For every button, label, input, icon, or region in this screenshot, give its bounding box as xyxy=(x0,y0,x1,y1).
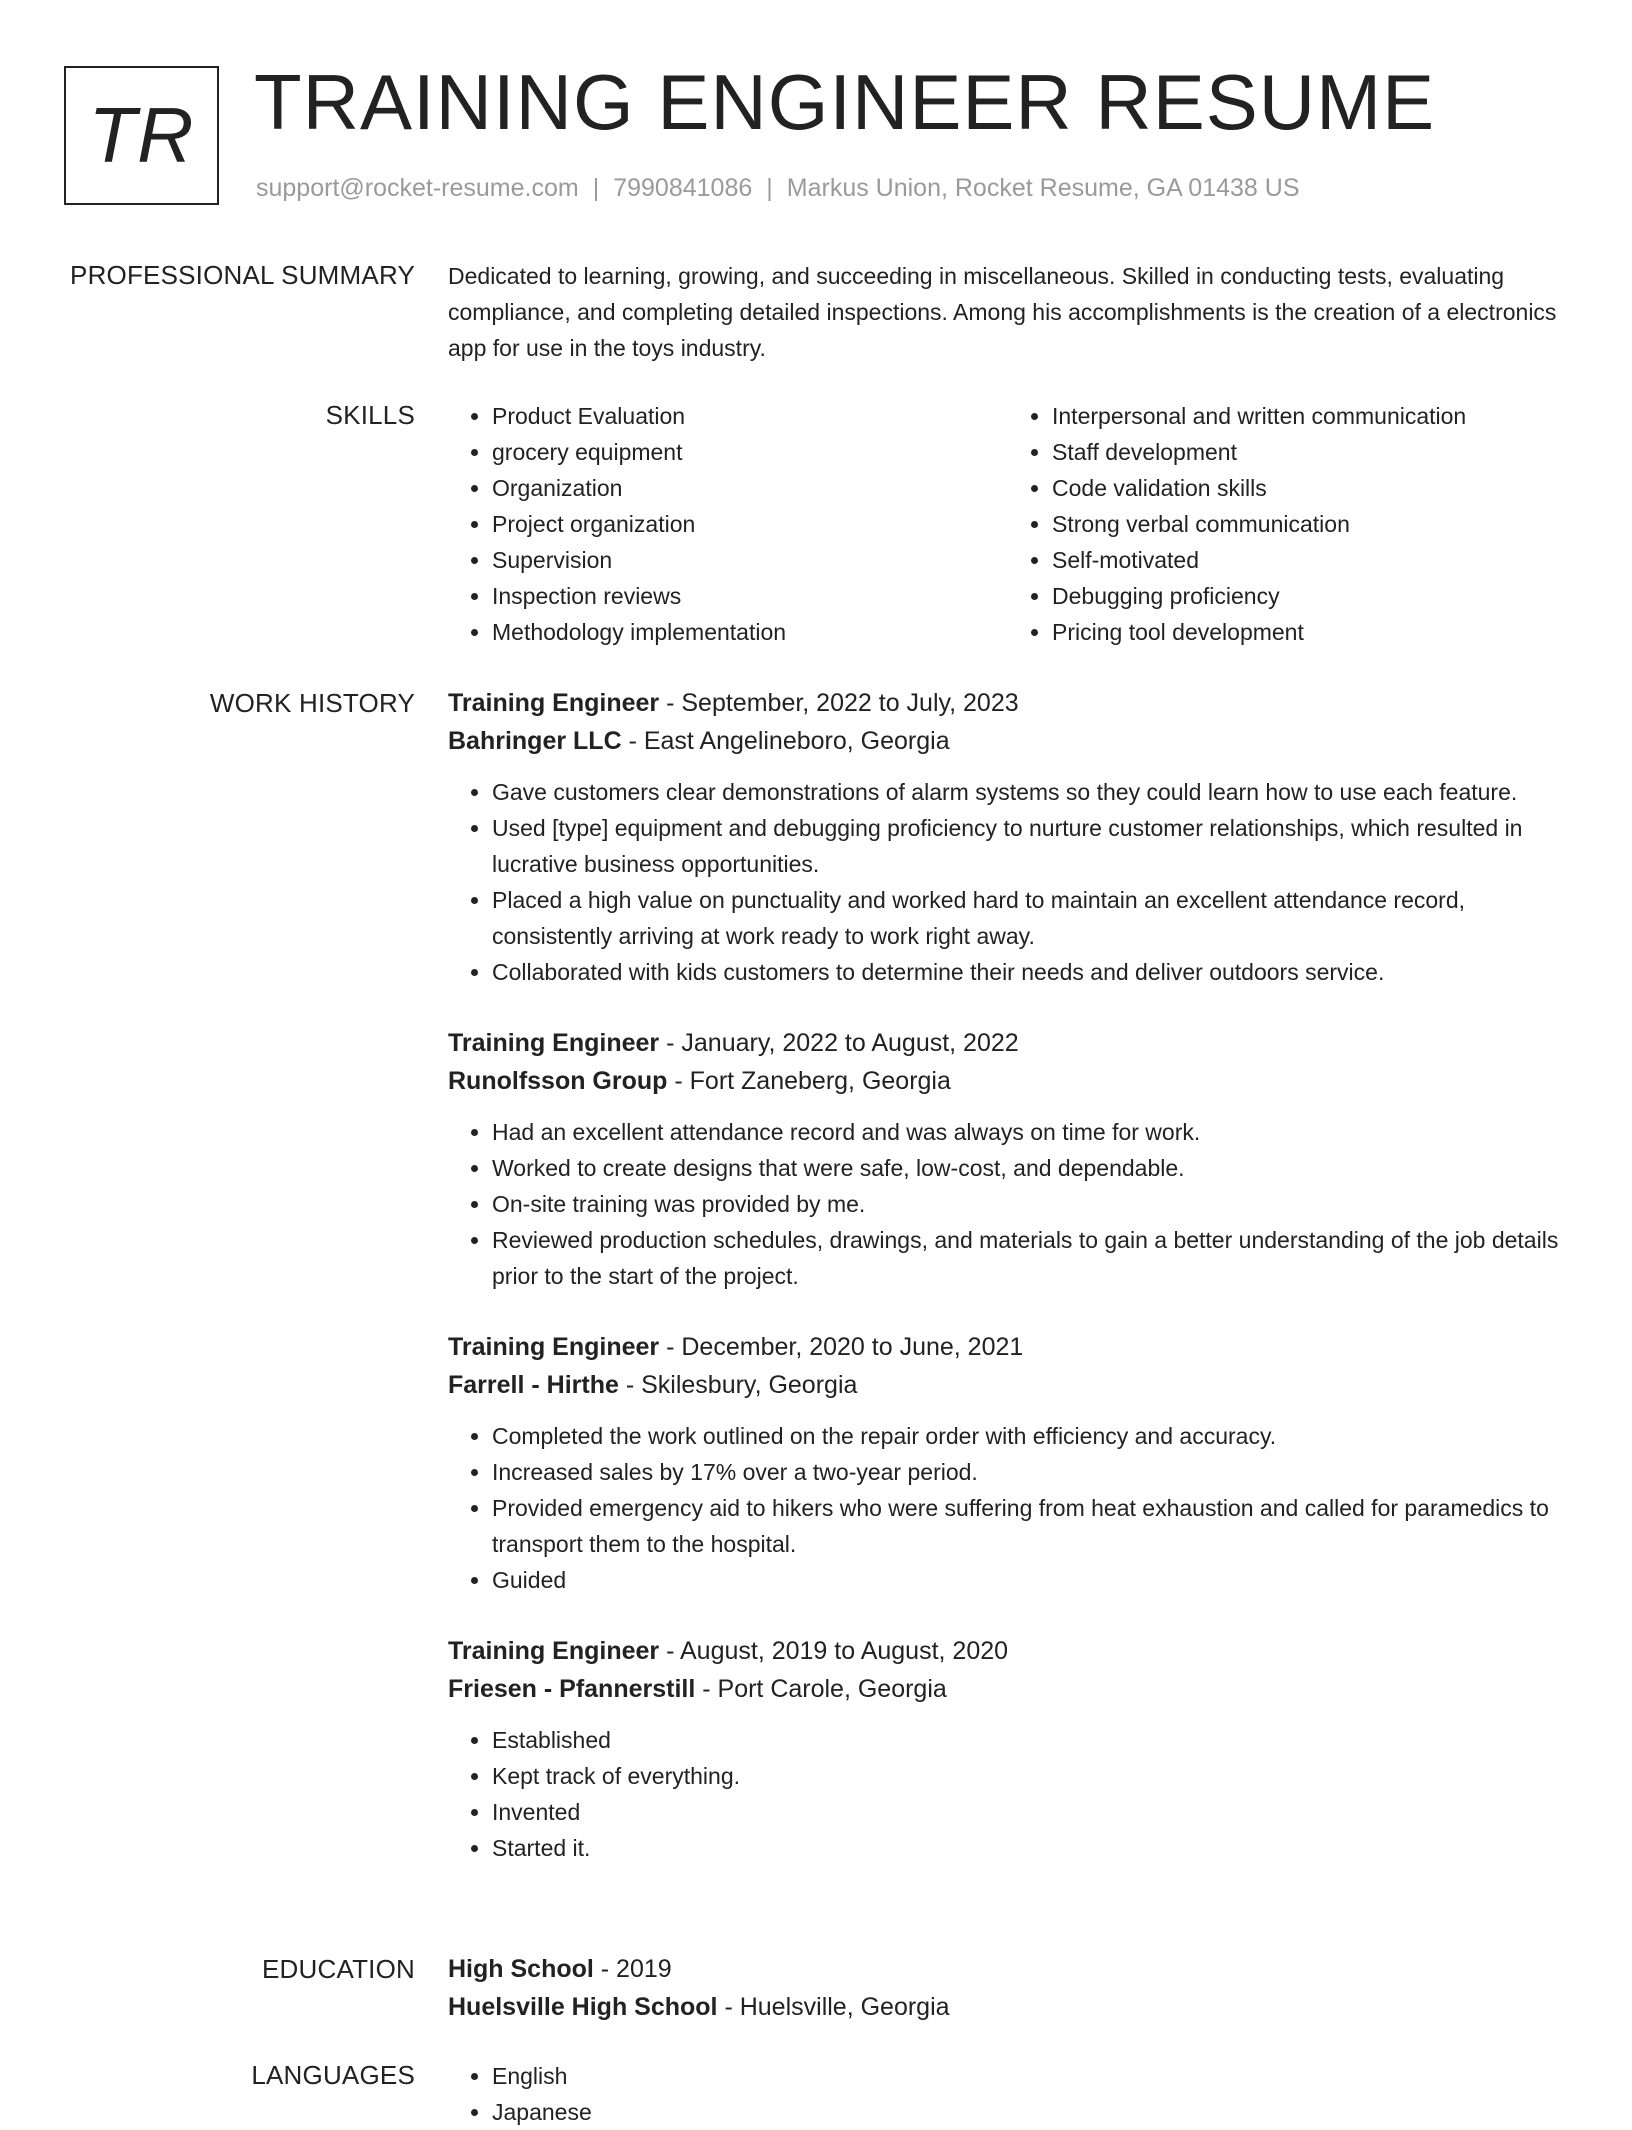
job-company-line xyxy=(448,1366,1568,1404)
section-label-education: EDUCATION xyxy=(262,1954,415,1984)
job-bullet: • Placed a high value on punctuality and worked hard to maintain an excellent attendance record, consistently arriving at work ready to work right away. xyxy=(492,882,1568,954)
job-entry xyxy=(448,1632,1568,1866)
job-dates: - December, 2020 to June, 2021 xyxy=(666,1333,1024,1361)
contact-email[interactable]: support@rocket-resume.com xyxy=(256,174,579,202)
job-dates: - August, 2019 to August, 2020 xyxy=(666,1637,1009,1665)
job-bullets xyxy=(448,774,1568,990)
resume-title: TRAINING ENGINEER RESUME xyxy=(254,58,1436,146)
job-bullet: • Used [type] equipment and debugging proficiency to nurture customer relationships, which resulted in lucrative business opportunities. xyxy=(492,810,1568,882)
education-degree-line xyxy=(448,1950,1568,1988)
job-title-line xyxy=(448,684,1568,722)
job-company: Bahringer LLC xyxy=(448,727,622,755)
job-company-line xyxy=(448,722,1568,760)
section-label-languages: LANGUAGES xyxy=(251,2060,415,2090)
education-body xyxy=(448,1950,1568,2026)
job-location: - East Angelineboro, Georgia xyxy=(628,727,950,755)
job-bullet: • Provided emergency aid to hikers who were suffering from heat exhaustion and called for paramedics to transport them to the hospital. xyxy=(492,1490,1568,1562)
job-company-line xyxy=(448,1670,1568,1708)
job-title-line xyxy=(448,1632,1568,1670)
work-history-body xyxy=(448,684,1568,1900)
job-bullets xyxy=(448,1722,1568,1866)
summary-text: Dedicated to learning, growing, and succeeding in miscellaneous. Skilled in conducting tests, evaluating compliance, and completing detailed inspections. Among his accomplishments is the creation of a electronics app for use in the toys industry. xyxy=(448,263,1557,361)
education-school: Huelsville High School xyxy=(448,1993,718,2021)
job-bullet: • Worked to create designs that were safe, low-cost, and dependable. xyxy=(492,1150,1568,1186)
job-title-line xyxy=(448,1024,1568,1062)
skill-item: • grocery equipment xyxy=(492,434,1008,470)
contact-separator: | xyxy=(592,174,600,202)
skills-list-left xyxy=(448,398,1008,650)
contact-phone[interactable]: 7990841086 xyxy=(613,174,753,202)
job-bullet: • Invented xyxy=(492,1794,1568,1830)
education-school-line xyxy=(448,1988,1568,2026)
skill-item: • Inspection reviews xyxy=(492,578,1008,614)
education-degree: High School xyxy=(448,1955,594,1983)
job-bullet: • Gave customers clear demonstrations of alarm systems so they could learn how to use each feature. xyxy=(492,774,1568,810)
summary-body xyxy=(448,258,1568,366)
skill-item: • Debugging proficiency xyxy=(1052,578,1568,614)
job-title-line xyxy=(448,1328,1568,1366)
language-item: • English xyxy=(492,2058,1568,2094)
contact-line xyxy=(256,174,1300,203)
section-label-skills: SKILLS xyxy=(325,400,415,430)
skills-body xyxy=(448,398,1568,650)
job-bullet: • Guided xyxy=(492,1562,1568,1598)
job-entry xyxy=(448,1024,1568,1294)
skill-item: • Supervision xyxy=(492,542,1008,578)
job-bullet: • Completed the work outlined on the repair order with efficiency and accuracy. xyxy=(492,1418,1568,1454)
job-entry xyxy=(448,1328,1568,1598)
job-bullet: • On-site training was provided by me. xyxy=(492,1186,1568,1222)
job-bullet: • Reviewed production schedules, drawings, and materials to gain a better understanding of the job details prior to the start of the project. xyxy=(492,1222,1568,1294)
education-year: - 2019 xyxy=(600,1955,672,1983)
job-bullet: • Collaborated with kids customers to determine their needs and deliver outdoors service. xyxy=(492,954,1568,990)
job-company: Runolfsson Group xyxy=(448,1067,668,1095)
job-dates: - January, 2022 to August, 2022 xyxy=(666,1029,1019,1057)
job-location: - Port Carole, Georgia xyxy=(702,1675,947,1703)
job-location: - Skilesbury, Georgia xyxy=(625,1371,858,1399)
job-bullets xyxy=(448,1418,1568,1598)
job-bullet: • Started it. xyxy=(492,1830,1568,1866)
job-company-line xyxy=(448,1062,1568,1100)
monogram-logo: TR xyxy=(64,66,219,205)
job-title: Training Engineer xyxy=(448,689,660,717)
job-bullet: • Kept track of everything. xyxy=(492,1758,1568,1794)
job-bullets xyxy=(448,1114,1568,1294)
languages-body xyxy=(448,2058,1568,2130)
job-title: Training Engineer xyxy=(448,1637,660,1665)
skill-item: • Staff development xyxy=(1052,434,1568,470)
job-bullet: • Increased sales by 17% over a two-year period. xyxy=(492,1454,1568,1490)
skills-list-right xyxy=(1008,398,1568,650)
contact-separator: | xyxy=(766,174,773,202)
skill-item: • Project organization xyxy=(492,506,1008,542)
job-entry xyxy=(448,684,1568,990)
job-bullet: • Established xyxy=(492,1722,1568,1758)
job-company: Farrell - Hirthe xyxy=(448,1371,619,1399)
skill-item: • Product Evaluation xyxy=(492,398,1008,434)
job-title: Training Engineer xyxy=(448,1029,660,1057)
job-location: - Fort Zaneberg, Georgia xyxy=(674,1067,951,1095)
education-location: - Huelsville, Georgia xyxy=(724,1993,950,2021)
skill-item: • Self-motivated xyxy=(1052,542,1568,578)
skill-item: • Strong verbal communication xyxy=(1052,506,1568,542)
section-label-work-history: WORK HISTORY xyxy=(209,688,415,718)
job-bullet: • Had an excellent attendance record and was always on time for work. xyxy=(492,1114,1568,1150)
section-label-summary: PROFESSIONAL SUMMARY xyxy=(70,260,415,290)
skill-item: • Methodology implementation xyxy=(492,614,1008,650)
languages-list xyxy=(448,2058,1568,2130)
skill-item: • Organization xyxy=(492,470,1008,506)
job-dates: - September, 2022 to July, 2023 xyxy=(666,689,1019,717)
job-title: Training Engineer xyxy=(448,1333,660,1361)
language-item: • Japanese xyxy=(492,2094,1568,2130)
skill-item: • Pricing tool development xyxy=(1052,614,1568,650)
contact-address: Markus Union, Rocket Resume, GA 01438 US xyxy=(786,174,1300,202)
skill-item: • Interpersonal and written communication xyxy=(1052,398,1568,434)
job-company: Friesen - Pfannerstill xyxy=(448,1675,696,1703)
skill-item: • Code validation skills xyxy=(1052,470,1568,506)
